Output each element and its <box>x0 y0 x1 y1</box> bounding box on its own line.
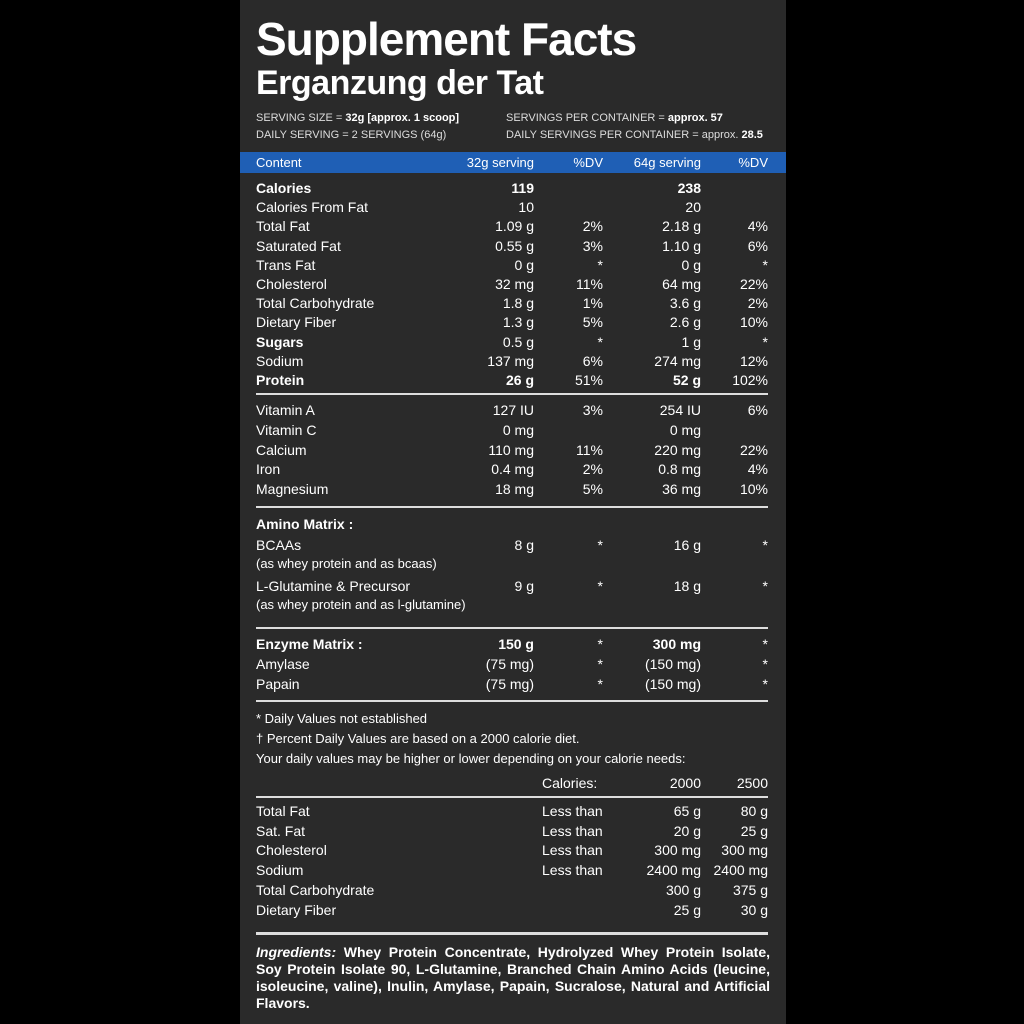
table-row <box>240 402 786 422</box>
table-row <box>240 238 786 258</box>
row-amount-64g: 16 g <box>673 537 701 553</box>
row-amount-32g: 0 mg <box>502 421 534 438</box>
row-name: Iron <box>256 461 281 478</box>
footnote: † Percent Daily Values are based on a 2000 calorie diet. <box>256 731 580 746</box>
row-amount-32g: 1.3 g <box>502 314 534 331</box>
reference-2000-value: 2400 mg <box>646 862 701 879</box>
row-dv-64g: 22% <box>739 441 768 458</box>
row-dv-32g: * <box>597 578 603 594</box>
divider <box>256 506 768 508</box>
servings-per-container-label: SERVINGS PER CONTAINER = <box>506 112 668 124</box>
table-row <box>240 180 786 200</box>
row-dv-32g: * <box>597 636 603 652</box>
divider <box>256 796 768 798</box>
header-dv-2: %DV <box>738 155 768 170</box>
row-name: Protein <box>256 372 305 388</box>
serving-size-label: SERVING SIZE = <box>256 112 346 124</box>
row-dv-32g: 11% <box>576 441 603 458</box>
row-dv-32g: 5% <box>582 481 603 498</box>
divider <box>256 700 768 702</box>
row-dv-32g: * <box>597 537 603 553</box>
reference-2500-value: 2400 mg <box>713 862 768 879</box>
row-amount-64g: 0 mg <box>669 421 701 438</box>
serving-size <box>256 112 459 124</box>
row-name: Saturated Fat <box>256 237 341 254</box>
row-name: Vitamin A <box>256 402 315 418</box>
row-name: Sugars <box>256 333 304 350</box>
row-dv-32g: * <box>597 333 603 350</box>
header-dv-1: %DV <box>573 155 603 170</box>
supplement-facts-panel <box>240 0 786 1024</box>
reference-2500-value: 375 g <box>732 881 768 898</box>
table-row <box>240 636 786 656</box>
row-dv-32g: 3% <box>582 237 603 254</box>
row-amount-32g: 32 mg <box>495 276 534 292</box>
row-amount-64g: 300 mg <box>652 636 701 652</box>
row-amount-32g: (75 mg) <box>485 656 534 672</box>
row-name: Vitamin C <box>256 421 317 438</box>
row-dv-32g: 5% <box>582 314 603 331</box>
row-name: Cholesterol <box>256 276 327 292</box>
reference-limit: Less than <box>542 862 603 879</box>
row-amount-32g: 8 g <box>514 537 534 553</box>
row-amount-64g: 0 g <box>681 256 701 273</box>
row-dv-32g: 6% <box>582 352 603 369</box>
header-content: Content <box>256 155 302 170</box>
row-dv-32g: * <box>597 676 603 692</box>
row-dv-64g: * <box>762 636 768 652</box>
row-amount-32g: 0.4 mg <box>491 461 534 478</box>
row-amount-64g: 18 g <box>673 578 701 594</box>
divider <box>256 393 768 395</box>
reference-calories-label: Calories: <box>542 775 598 791</box>
reference-2500-value: 300 mg <box>721 842 768 859</box>
row-name: Total Carbohydrate <box>256 295 375 312</box>
page-subtitle: Erganzung der Tat <box>256 64 544 102</box>
daily-servings-per-container <box>506 129 763 141</box>
row-dv-64g: * <box>762 333 768 350</box>
reference-name: Cholesterol <box>256 842 327 859</box>
row-amount-64g: 3.6 g <box>669 295 701 312</box>
footnote: Your daily values may be higher or lower depending on your calorie needs: <box>256 751 686 766</box>
row-dv-64g: * <box>762 656 768 672</box>
table-row <box>240 295 786 315</box>
row-amount-64g: 238 <box>677 180 701 196</box>
row-amount-32g: 9 g <box>514 578 534 594</box>
row-amount-64g: (150 mg) <box>644 656 701 672</box>
row-dv-64g: 10% <box>739 314 768 331</box>
row-amount-32g: 110 mg <box>488 441 534 458</box>
page-title: Supplement Facts <box>256 13 637 65</box>
table-row <box>240 314 786 334</box>
table-row <box>240 902 786 922</box>
table-row <box>240 353 786 373</box>
row-amount-64g: 1.10 g <box>662 237 701 254</box>
row-amount-32g: 26 g <box>505 372 534 388</box>
row-dv-32g: 2% <box>582 461 603 478</box>
ingredients-text: Whey Protein Concentrate, Hydrolyzed Whey Protein Isolate, Soy Protein Isolate 90, L-Glutamine, Branched Chain Amino Acids (leucine, isoleucine, valine), Inulin, Amylase, Papain, Sucralose, Natural and Artificial Flavors. <box>256 944 770 1011</box>
reference-2500: 2500 <box>736 775 768 791</box>
row-amount-64g: 220 mg <box>654 441 701 458</box>
table-row <box>240 218 786 238</box>
daily-servings-per-container-value: 28.5 <box>741 129 763 141</box>
row-note: (as whey protein and as l-glutamine) <box>256 597 466 612</box>
reference-2000-value: 300 mg <box>654 842 701 859</box>
reference-limit: Less than <box>542 822 603 839</box>
row-name: Calories <box>256 180 312 196</box>
row-dv-32g: 3% <box>582 402 603 418</box>
row-dv-64g: 22% <box>739 276 768 292</box>
row-amount-64g: 1 g <box>681 333 701 350</box>
table-row <box>240 422 786 442</box>
row-dv-64g: 4% <box>747 461 768 478</box>
row-amount-64g: 64 mg <box>662 276 701 292</box>
row-note: (as whey protein and as bcaas) <box>256 556 437 571</box>
row-name: Dietary Fiber <box>256 314 337 331</box>
row-dv-64g: 10% <box>739 481 768 498</box>
row-amount-64g: 0.8 mg <box>658 461 701 478</box>
serving-size-value: 32g [approx. 1 scoop] <box>345 112 460 124</box>
reference-2000-value: 20 g <box>673 822 701 839</box>
row-amount-64g: 36 mg <box>662 481 701 498</box>
row-amount-32g: (75 mg) <box>485 676 534 692</box>
table-row <box>240 803 786 823</box>
row-dv-64g: * <box>762 537 768 553</box>
row-dv-64g: 102% <box>732 372 768 388</box>
table-row <box>240 372 786 392</box>
row-name: BCAAs <box>256 537 302 553</box>
row-name: Enzyme Matrix : <box>256 636 363 652</box>
table-row <box>240 676 786 696</box>
row-amount-32g: 0.5 g <box>502 333 534 350</box>
reference-name: Dietary Fiber <box>256 901 337 918</box>
row-amount-64g: 2.18 g <box>662 218 701 235</box>
table-row <box>240 656 786 676</box>
table-row <box>240 882 786 902</box>
ingredients <box>256 944 770 1012</box>
row-dv-64g: * <box>762 256 768 273</box>
table-row <box>240 481 786 501</box>
row-dv-64g: 4% <box>747 218 768 235</box>
reference-2000: 2000 <box>669 775 701 791</box>
amino-matrix-heading: Amino Matrix : <box>256 516 354 532</box>
reference-name: Total Carbohydrate <box>256 881 375 898</box>
row-amount-32g: 119 <box>511 180 534 196</box>
row-amount-32g: 0.55 g <box>495 237 534 254</box>
table-row <box>240 276 786 296</box>
reference-2000-value: 65 g <box>673 803 701 819</box>
reference-name: Sat. Fat <box>256 822 306 839</box>
reference-name: Total Fat <box>256 803 310 819</box>
divider <box>256 932 768 935</box>
reference-header <box>240 775 786 795</box>
reference-2500-value: 25 g <box>740 822 768 839</box>
header-serving-32g: 32g serving <box>466 155 534 170</box>
row-dv-32g: 2% <box>582 218 603 235</box>
table-row <box>240 442 786 462</box>
row-amount-64g: 254 IU <box>659 402 701 418</box>
table-row <box>240 862 786 882</box>
row-amount-32g: 1.8 g <box>502 295 534 312</box>
row-name: Magnesium <box>256 481 329 498</box>
row-amount-64g: (150 mg) <box>644 676 701 692</box>
reference-limit: Less than <box>542 842 603 859</box>
row-dv-32g: 11% <box>576 276 603 292</box>
reference-2000-value: 300 g <box>665 881 701 898</box>
daily-serving: DAILY SERVING = 2 SERVINGS (64g) <box>256 129 447 141</box>
row-amount-64g: 2.6 g <box>669 314 701 331</box>
ingredients-label: Ingredients: <box>256 944 337 960</box>
table-row <box>240 334 786 354</box>
reference-2500-value: 80 g <box>740 803 768 819</box>
row-dv-64g: 2% <box>747 295 768 312</box>
row-amount-32g: 1.09 g <box>495 218 534 235</box>
reference-2000-value: 25 g <box>673 901 701 918</box>
row-dv-32g: 51% <box>574 372 603 388</box>
row-name: Calories From Fat <box>256 199 369 216</box>
servings-per-container <box>506 112 723 124</box>
row-name: Amylase <box>256 656 310 672</box>
row-dv-32g: * <box>597 656 603 672</box>
reference-limit: Less than <box>542 803 603 819</box>
table-row <box>240 199 786 219</box>
row-name: Sodium <box>256 352 304 369</box>
row-dv-64g: * <box>762 676 768 692</box>
row-amount-64g: 274 mg <box>654 352 701 369</box>
table-row <box>240 257 786 277</box>
table-row <box>240 842 786 862</box>
row-name: Total Fat <box>256 218 310 235</box>
row-amount-32g: 137 mg <box>487 352 534 369</box>
row-name: Calcium <box>256 441 307 458</box>
row-amount-32g: 18 mg <box>495 481 534 498</box>
row-amount-32g: 127 IU <box>492 402 534 418</box>
table-row <box>240 578 786 598</box>
servings-per-container-value: approx. 57 <box>667 112 723 124</box>
row-dv-64g: 12% <box>739 352 768 369</box>
row-dv-64g: 6% <box>747 402 768 418</box>
row-amount-32g: 10 <box>518 199 534 216</box>
table-row <box>240 823 786 843</box>
reference-2500-value: 30 g <box>740 901 768 918</box>
table-row <box>240 537 786 557</box>
footnote: * Daily Values not established <box>256 711 428 726</box>
table-row <box>240 461 786 481</box>
row-name: Papain <box>256 676 300 692</box>
row-dv-32g: * <box>597 256 603 273</box>
row-dv-64g: * <box>762 578 768 594</box>
row-dv-32g: 1% <box>582 295 603 312</box>
row-amount-32g: 150 g <box>498 636 534 652</box>
divider <box>256 627 768 629</box>
reference-name: Sodium <box>256 862 304 879</box>
daily-servings-per-container-label: DAILY SERVINGS PER CONTAINER = approx. <box>506 129 742 141</box>
table-header-bar <box>240 152 786 173</box>
row-dv-64g: 6% <box>747 237 768 254</box>
row-amount-64g: 20 <box>685 199 701 216</box>
row-name: Trans Fat <box>256 256 316 273</box>
row-amount-64g: 52 g <box>672 372 701 388</box>
row-amount-32g: 0 g <box>514 256 534 273</box>
row-name: L-Glutamine & Precursor <box>256 578 411 594</box>
header-serving-64g: 64g serving <box>633 155 701 170</box>
